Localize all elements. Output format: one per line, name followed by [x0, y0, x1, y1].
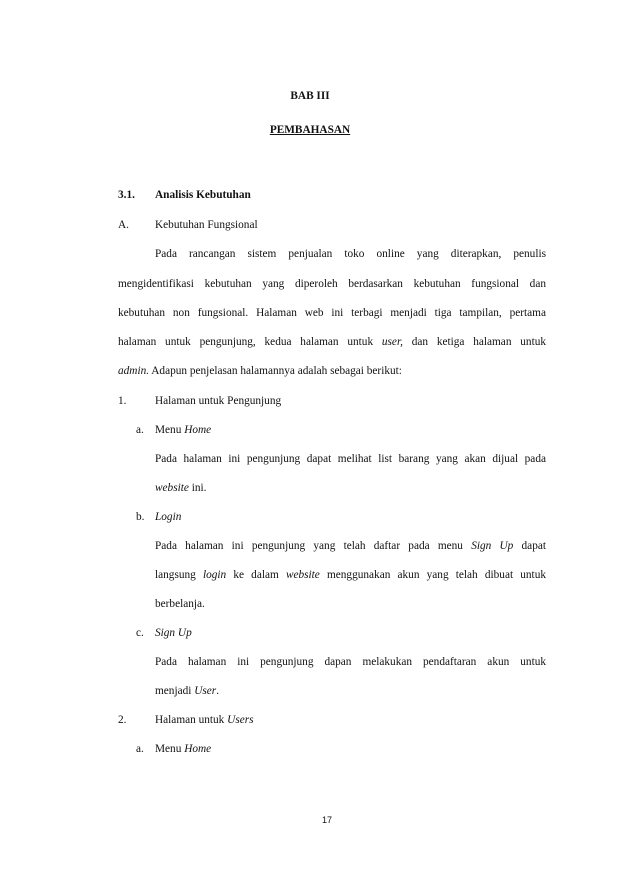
section-number: 3.1.: [118, 189, 135, 201]
section-title: Analisis Kebutuhan: [155, 189, 251, 201]
item-1c-line-1: Pada halaman ini pengunjung dapan melakukan pendaftaran akun untuk: [155, 656, 546, 668]
chapter-title: PEMBAHASAN: [269, 124, 351, 136]
item-1b-line-1: Pada halaman ini pengunjung yang telah daftar pada menu Sign Up dapat: [155, 540, 546, 552]
item-1c-title: Sign Up: [155, 627, 192, 639]
item-1-title: Halaman untuk Pengunjung: [155, 395, 282, 407]
item-1a-line-2: website ini.: [155, 482, 207, 494]
item-1a-letter: a.: [136, 424, 144, 436]
item-1c-line-2: menjadi User.: [155, 685, 220, 697]
item-1-number: 1.: [118, 395, 127, 407]
item-2-title: Halaman untuk Users: [155, 714, 254, 726]
intro-line-1: Pada rancangan sistem penjualan toko online yang diterapkan, penulis: [155, 248, 546, 260]
item-2a-letter: a.: [136, 743, 144, 755]
intro-line-5: admin. Adapun penjelasan halamannya adalah sebagai berikut:: [118, 365, 402, 377]
intro-line-3: kebutuhan non fungsional. Halaman web ini terbagi menjadi tiga tampilan, pertama: [118, 307, 546, 319]
item-1b-line-2: langsung login ke dalam website menggunakan akun yang telah dibuat untuk: [155, 569, 546, 581]
item-1c-letter: c.: [136, 627, 144, 639]
item-2a-title: Menu Home: [155, 743, 212, 755]
item-1a-line-1: Pada halaman ini pengunjung dapat melihat list barang yang akan dijual pada: [155, 453, 546, 465]
intro-line-2: mengidentifikasi kebutuhan yang diperoleh berdasarkan kebutuhan fungsional dan: [118, 278, 546, 290]
item-1b-letter: b.: [136, 511, 145, 523]
chapter-number: BAB III: [290, 90, 330, 102]
item-1a-title: Menu Home: [155, 424, 212, 436]
item-1b-line-3: berbelanja.: [155, 598, 205, 610]
subsection-letter: A.: [118, 219, 129, 231]
subsection-title: Kebutuhan Fungsional: [155, 219, 258, 231]
item-2-number: 2.: [118, 714, 127, 726]
item-1b-title: Login: [155, 511, 182, 523]
intro-line-4: halaman untuk pengunjung, kedua halaman untuk user, dan ketiga halaman untuk: [118, 336, 546, 348]
page-number: 17: [322, 815, 333, 825]
